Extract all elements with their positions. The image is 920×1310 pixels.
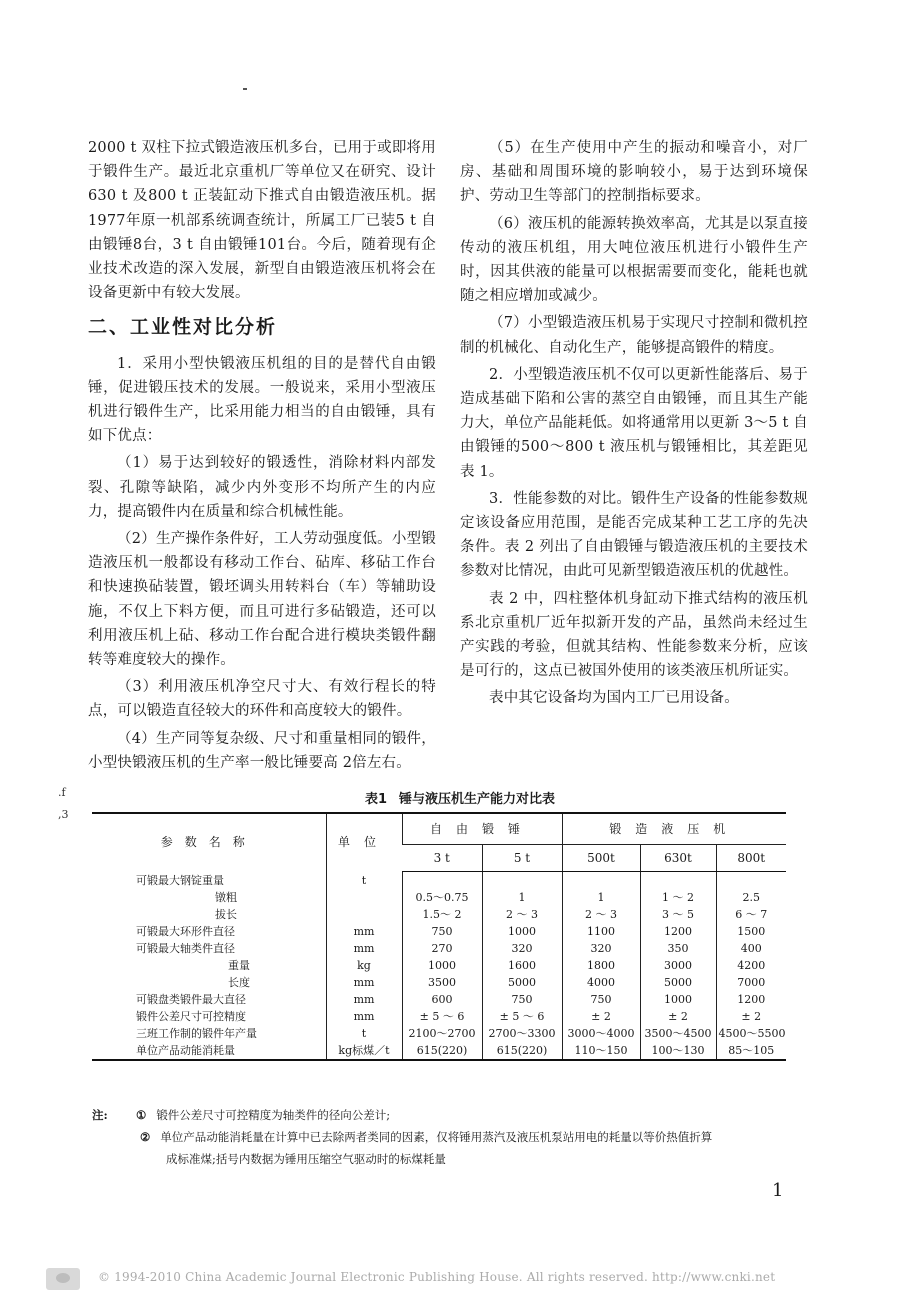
table-row [92, 872, 786, 890]
table-cell: 320 [482, 940, 562, 957]
left-column [88, 136, 436, 775]
row-label: 单位产品动能消耗量 [92, 1042, 326, 1060]
row-unit: kg [326, 957, 402, 974]
table-cell: ± 2 [716, 1008, 786, 1025]
table-cell: ± 2 [562, 1008, 640, 1025]
paragraph: 2．小型锻造液压机不仅可以更新性能落后、易于造成基础下陷和公害的蒸空自由锻锤，而且其生产能力大，单位产品能耗低。如将通常用以更新 3～5 t 自由锻锤的500～800 t 液压机与锻锤相比，其差距见表 1。 [460, 366, 809, 480]
table-cell: 1 [562, 889, 640, 906]
table-cell: 2 ～ 3 [482, 906, 562, 923]
paragraph: （1）易于达到较好的锻透性，消除材料内部发裂、孔隙等缺陷，减少内外变形不均所产生的内应力，提高锻件内在质量和综合机械性能。 [88, 455, 436, 520]
table-cell [716, 872, 786, 890]
table-cell: 3000 [640, 957, 716, 974]
table-cell: 3500 [402, 974, 482, 991]
row-unit: mm [326, 940, 402, 957]
table-cell: 1200 [640, 923, 716, 940]
table-row [92, 991, 786, 1008]
row-label: 锻件公差尺寸可控精度 [136, 1010, 246, 1023]
table-cell: 5000 [640, 974, 716, 991]
table-cell: 85～105 [716, 1042, 786, 1060]
table-row [92, 940, 786, 957]
comparison-table [92, 812, 786, 1061]
row-unit [326, 889, 402, 906]
table-cell: 1500 [716, 923, 786, 940]
margin-mark: .f [58, 786, 66, 799]
paragraph: 1．采用小型快锻液压机组的目的是替代自由锻锤，促进锻压技术的发展。一般说来，采用小型液压机进行锻件生产，比采用能力相当的自由锻锤，具有如下优点： [88, 355, 436, 445]
table-cell [482, 872, 562, 890]
table-row [92, 889, 786, 906]
table-cell: 1000 [402, 957, 482, 974]
table-cell [562, 872, 640, 890]
table-notes [92, 1104, 812, 1170]
header-col: 3 t [402, 845, 482, 872]
paragraph: （3）利用液压机净空尺寸大、有效行程长的特点，可以锻造直径较大的环件和高度较大的锻件。 [88, 679, 436, 720]
note-2-continued [92, 1148, 812, 1170]
paragraph: （4）生产同等复杂级、尺寸和重量相同的锻件，小型快锻液压机的生产率一般比锤要高 2倍左右。 [88, 730, 436, 771]
header-param: 参数名称 [92, 813, 326, 872]
table-cell: 4500～5500 [716, 1025, 786, 1042]
table-cell: 3 ～ 5 [640, 906, 716, 923]
table-cell: 750 [482, 991, 562, 1008]
row-unit: kg标煤／t [326, 1042, 402, 1060]
footer [0, 1264, 920, 1294]
table-cell: 0.5～0.75 [402, 889, 482, 906]
margin-mark: ,3 [58, 808, 69, 821]
table-cell: 4200 [716, 957, 786, 974]
paragraph: 2000 t 双柱下拉式锻造液压机多台，已用于或即将用于锻件生产。最近北京重机厂等单位又在研究、设计630 t 及800 t 正装缸动下推式自由锻造液压机。据1977年原一机部系统调查统计，所属工厂已装5 t 自由锻锤8台，3 t 自由锻锤101台。今后，随着现有企业技术改造的深入发展，新型自由锻造液压机将会在设备更新中有较大发展。 [88, 140, 436, 302]
table-cell [640, 872, 716, 890]
table-cell: 2 ～ 3 [562, 906, 640, 923]
table-cell: 750 [562, 991, 640, 1008]
table-cell: 2.5 [716, 889, 786, 906]
paragraph: 表 2 中，四柱整体机身缸动下推式结构的液压机系北京重机厂近年拟新开发的产品，虽然尚未经过生产实践的考验，但就其结构、性能参数来分析，应该是可行的，这点已被国外使用的该类液压机所证实。 [460, 590, 808, 680]
note-marker: ② [140, 1130, 151, 1144]
table-cell: 5000 [482, 974, 562, 991]
header-col: 800t [716, 845, 786, 872]
table-row [92, 906, 786, 923]
table-cell: 615(220) [402, 1042, 482, 1060]
table-cell: ± 5 ～ 6 [482, 1008, 562, 1025]
table-cell: 600 [402, 991, 482, 1008]
page-number: 1 [772, 1180, 784, 1201]
table-cell: 1.5～ 2 [402, 906, 482, 923]
table-row [92, 923, 786, 940]
row-unit: mm [326, 1008, 402, 1025]
table-cell: 3000～4000 [562, 1025, 640, 1042]
table-cell: 750 [402, 923, 482, 940]
table-cell: 6 ～ 7 [716, 906, 786, 923]
row-unit: mm [326, 974, 402, 991]
table-caption-number: 表1 [364, 792, 388, 807]
table-cell: 615(220) [482, 1042, 562, 1060]
table-cell: ± 2 [640, 1008, 716, 1025]
table-cell: 350 [640, 940, 716, 957]
row-label: 可锻盘类锻件最大直径 [136, 993, 246, 1006]
note-2 [92, 1126, 812, 1148]
table-cell: 7000 [716, 974, 786, 991]
table-cell: 3500～4500 [640, 1025, 716, 1042]
table-cell: 100～130 [640, 1042, 716, 1060]
table-row [92, 957, 786, 974]
scan-mark [243, 88, 247, 90]
table-cell: 2700～3300 [482, 1025, 562, 1042]
note-text: 单位产品动能消耗量在计算中已去除两者类同的因素，仅将锤用蒸汽及液压机泵站用电的耗量以等价热值折算 [160, 1130, 713, 1144]
right-column [460, 136, 808, 711]
table-row [92, 1025, 786, 1042]
note-1 [92, 1104, 812, 1126]
cnki-logo-icon [46, 1268, 80, 1290]
row-label: 长度 [228, 976, 250, 989]
paragraph: （6）液压机的能源转换效率高，尤其是以泵直接传动的液压机组，用大吨位液压机进行小锻件生产时，因其供液的能量可以根据需要而变化，能耗也就随之相应增加或减少。 [460, 215, 808, 305]
table-row [92, 1008, 786, 1025]
table-row [92, 1042, 786, 1060]
paragraph: 表中其它设备均为国内工厂已用设备。 [489, 690, 739, 707]
table-cell [402, 872, 482, 890]
table-cell: 110～150 [562, 1042, 640, 1060]
table-cell: 1100 [562, 923, 640, 940]
row-label: 可锻最大轴类件直径 [136, 942, 235, 955]
table-cell: 1000 [482, 923, 562, 940]
table-cell: 1800 [562, 957, 640, 974]
table-cell: 1200 [716, 991, 786, 1008]
table-caption-title: 锤与液压机生产能力对比表 [399, 792, 556, 807]
paragraph: （7）小型锻造液压机易于实现尺寸控制和微机控制的机械化、自动化生产，能够提高锻件的精度。 [460, 315, 808, 356]
note-text: 锻件公差尺寸可控精度为轴类件的径向公差计; [156, 1108, 391, 1122]
note-marker: ① [136, 1108, 147, 1122]
row-label: 可锻最大环形件直径 [136, 925, 235, 938]
row-unit: t [326, 872, 402, 890]
table-cell: 1 ～ 2 [640, 889, 716, 906]
table-cell: 1 [482, 889, 562, 906]
table-cell: 4000 [562, 974, 640, 991]
table-cell: 2100～2700 [402, 1025, 482, 1042]
row-unit: t [326, 1025, 402, 1042]
row-label: 重量 [228, 959, 250, 972]
row-label: 镦粗 [215, 891, 237, 904]
paragraph: 3．性能参数的对比。锻件生产设备的性能参数规定该设备应用范围，是能否完成某种工艺工序的先决条件。表 2 列出了自由锻锤与锻造液压机的主要技术参数对比情况，由此可见新型锻造液压机的优越性。 [460, 490, 808, 580]
table-cell: 1000 [640, 991, 716, 1008]
paragraph: （5）在生产使用中产生的振动和噪音小，对厂房、基础和周围环境的影响较小，易于达到环境保护、劳动卫生等部门的控制指标要求。 [460, 140, 808, 205]
row-unit: mm [326, 923, 402, 940]
header-group-press: 锻造液压机 [562, 813, 786, 845]
header-col: 500t [562, 845, 640, 872]
row-label: 拔长 [215, 908, 237, 921]
table-cell: 270 [402, 940, 482, 957]
table-cell: 1600 [482, 957, 562, 974]
notes-label: 注: [92, 1108, 108, 1122]
row-unit: mm [326, 991, 402, 1008]
table-cell: 320 [562, 940, 640, 957]
table-row [92, 974, 786, 991]
paragraph: （2）生产操作条件好，工人劳动强度低。小型锻造液压机一般都设有移动工作台、砧库、移砧工作台和快速换砧装置，锻坯调头用转料台（车）等辅助设施，不仅上下料方便，而且可进行多砧锻造，还可以利用液压机上砧、移动工作台配合进行模块类锻件翻转等难度较大的操作。 [88, 531, 436, 669]
row-unit [326, 906, 402, 923]
row-label: 三班工作制的锻件年产量 [136, 1027, 257, 1040]
header-unit: 单位 [326, 813, 402, 872]
note-text: 成标准煤;括号内数据为锤用压缩空气驱动时的标煤耗量 [166, 1152, 446, 1166]
table-cell: ± 5 ～ 6 [402, 1008, 482, 1025]
footer-copyright: © 1994-2010 China Academic Journal Electronic Publishing House. All rights reserved. http://www.cnki.net [98, 1270, 776, 1284]
table-caption [0, 788, 920, 807]
section-heading: 二、工业性对比分析 [88, 316, 278, 339]
header-group-hammer: 自由锻锤 [402, 813, 562, 845]
table-cell: 400 [716, 940, 786, 957]
header-col: 630t [640, 845, 716, 872]
row-label: 可锻最大钢锭重量 [136, 873, 224, 887]
header-col: 5 t [482, 845, 562, 872]
